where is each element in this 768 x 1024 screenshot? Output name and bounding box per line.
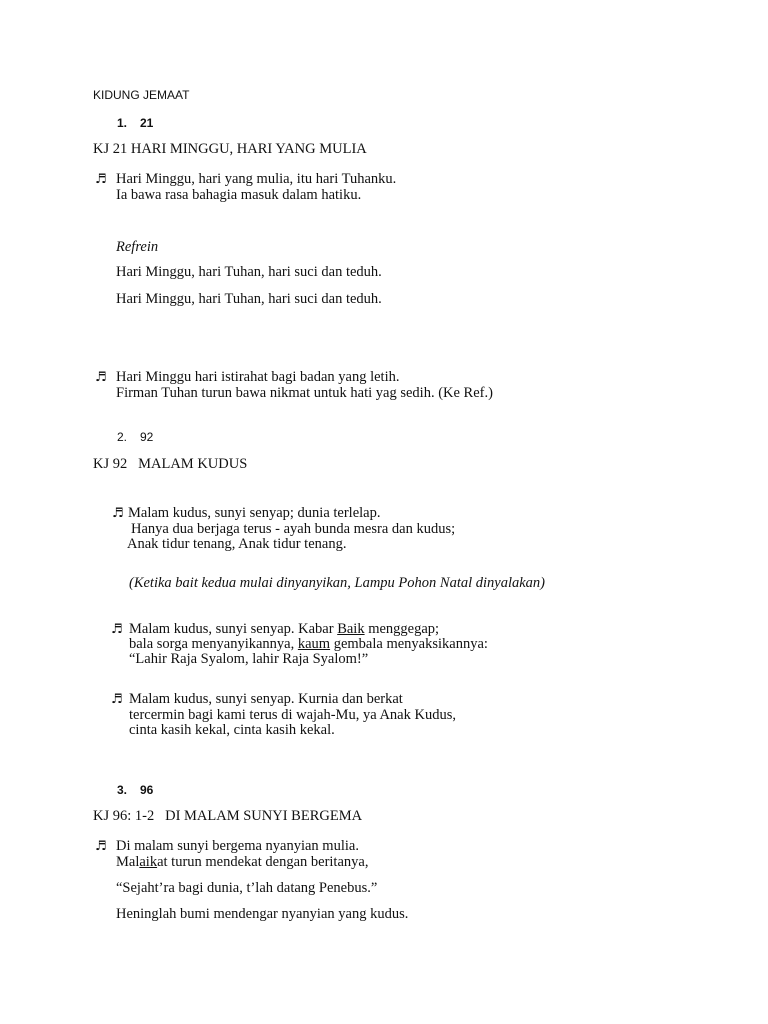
verse-line: Hari Minggu, hari yang mulia, itu hari Tuhanku. bbox=[116, 171, 397, 187]
document-title: KIDUNG JEMAAT bbox=[93, 88, 190, 102]
music-note-icon: ♬ bbox=[111, 692, 123, 707]
verse-line bbox=[129, 637, 488, 652]
music-note-icon: ♬ bbox=[112, 506, 124, 521]
verse-line: “Lahir Raja Syalom, lahir Raja Syalom!” bbox=[129, 651, 369, 667]
text-span: gembala menyaksikannya: bbox=[330, 636, 488, 652]
song-kj-number: 92 bbox=[140, 430, 154, 444]
song-heading: KJ 96: 1-2 DI MALAM SUNYI BERGEMA bbox=[93, 808, 363, 824]
text-span: bala sorga menyanyikannya, bbox=[129, 636, 298, 652]
music-note-icon: ♬ bbox=[95, 839, 107, 854]
verse-line: Firman Tuhan turun bawa nikmat untuk hati yag sedih. (Ke Ref.) bbox=[116, 385, 493, 401]
instruction-note: (Ketika bait kedua mulai dinyanyikan, Lampu Pohon Natal dinyalakan) bbox=[129, 575, 546, 591]
song-kj-number: 96 bbox=[140, 783, 154, 797]
verse-line: Malam kudus, sunyi senyap. Kurnia dan berkat bbox=[129, 691, 403, 707]
verse-line: “Sejaht’ra bagi dunia, t’lah datang Penebus.” bbox=[116, 880, 378, 896]
refrain-label: Refrein bbox=[116, 239, 159, 255]
song-number: 1. bbox=[117, 116, 128, 130]
song-heading: KJ 92 MALAM KUDUS bbox=[93, 456, 248, 472]
underlined-word: aik bbox=[139, 854, 158, 870]
verse-line: Di malam sunyi bergema nyanyian mulia. bbox=[116, 838, 359, 854]
song-kj-number: 21 bbox=[140, 116, 154, 130]
verse-line bbox=[116, 855, 368, 870]
verse-line: tercermin bagi kami terus di wajah-Mu, ya Anak Kudus, bbox=[129, 707, 456, 723]
verse-line: Heninglah bumi mendengar nyanyian yang kudus. bbox=[116, 906, 409, 922]
song-number: 3. bbox=[117, 783, 128, 797]
verse-line: Hanya dua berjaga terus - ayah bunda mesra dan kudus; bbox=[131, 521, 456, 537]
music-note-icon: ♬ bbox=[95, 370, 107, 385]
verse-line: cinta kasih kekal, cinta kasih kekal. bbox=[129, 722, 335, 738]
verse-line: Hari Minggu hari istirahat bagi badan yang letih. bbox=[116, 369, 400, 385]
music-note-icon: ♬ bbox=[111, 622, 123, 637]
refrain-line: Hari Minggu, hari Tuhan, hari suci dan teduh. bbox=[116, 264, 382, 280]
text-span: at turun mendekat dengan beritanya, bbox=[157, 854, 369, 870]
verse-line: Malam kudus, sunyi senyap; dunia terlelap. bbox=[128, 505, 381, 521]
song-number: 2. bbox=[117, 430, 128, 444]
text-span: Malam kudus, sunyi senyap. Kabar bbox=[129, 621, 338, 637]
verse-line: Ia bawa rasa bahagia masuk dalam hatiku. bbox=[116, 187, 362, 203]
verse-line bbox=[129, 622, 439, 637]
underlined-word: kaum bbox=[297, 636, 331, 652]
underlined-word: Baik bbox=[337, 621, 365, 637]
refrain-line: Hari Minggu, hari Tuhan, hari suci dan teduh. bbox=[116, 291, 382, 307]
text-span: menggegap; bbox=[364, 621, 440, 637]
music-note-icon: ♬ bbox=[95, 172, 107, 187]
song-heading: KJ 21 HARI MINGGU, HARI YANG MULIA bbox=[93, 141, 367, 157]
text-span: Mal bbox=[116, 854, 140, 870]
verse-line: Anak tidur tenang, Anak tidur tenang. bbox=[127, 536, 347, 552]
